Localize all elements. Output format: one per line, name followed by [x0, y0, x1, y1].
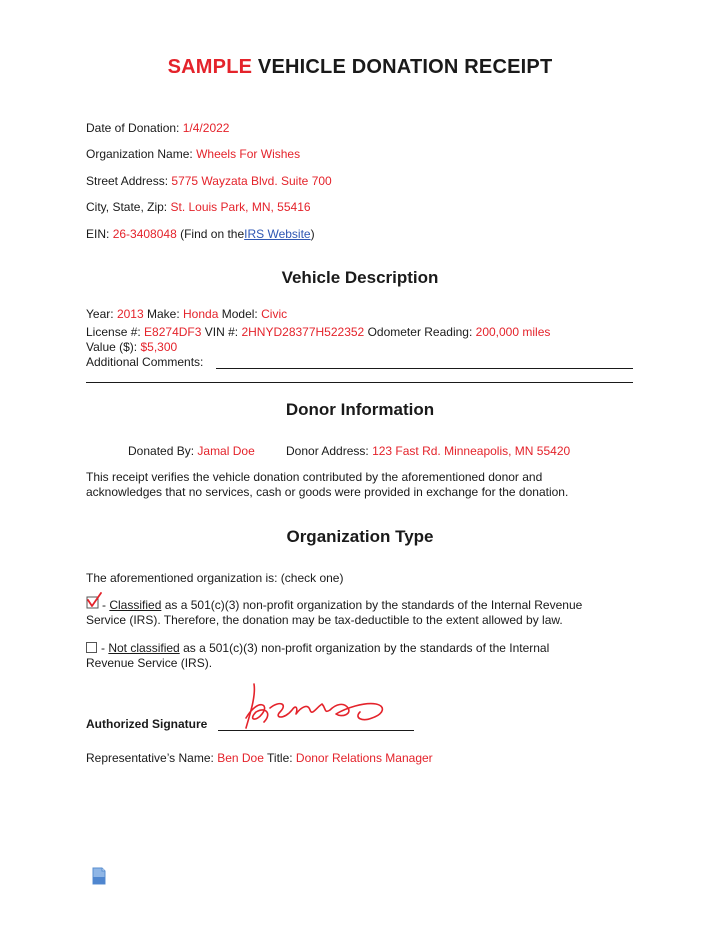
- donor-heading: Donor Information: [285, 400, 435, 419]
- value-label: Value ($):: [86, 340, 138, 354]
- odometer-label: Odometer Reading:: [367, 325, 473, 339]
- title-rest: VEHICLE DONATION RECEIPT: [257, 56, 553, 78]
- not-classified-dash: -: [101, 641, 105, 655]
- signature-label: Authorized Signature: [86, 717, 208, 731]
- vin-label: VIN #:: [204, 325, 239, 339]
- classified-dash: -: [102, 598, 106, 612]
- representative-line: [86, 751, 433, 765]
- odometer-value: 200,000 miles: [475, 325, 551, 339]
- vehicle-year-line: [86, 307, 287, 321]
- vehicle-value-line: [86, 340, 177, 354]
- city-label: City, State, Zip:: [86, 200, 168, 214]
- classified-text-1: as a 501(c)(3) non-profit organization by the standards of the Internal Revenue: [164, 598, 583, 612]
- classified-option: [86, 598, 646, 628]
- vehicle-license-line: [86, 325, 550, 339]
- page-title: [0, 56, 720, 79]
- license-label: License #:: [86, 325, 141, 339]
- verification-line-2: acknowledges that no services, cash or goods were provided in exchange for the donation.: [86, 485, 569, 499]
- street-label: Street Address:: [86, 174, 169, 188]
- date-label: Date of Donation:: [86, 121, 180, 135]
- rep-name-value: Ben Doe: [217, 751, 264, 765]
- donated-by-line: [128, 444, 255, 458]
- make-value: Honda: [183, 307, 219, 321]
- make-label: Make:: [146, 307, 180, 321]
- ein-note: (Find on the: [180, 227, 245, 241]
- rep-title-value: Donor Relations Manager: [295, 751, 433, 765]
- comments-line: [86, 355, 203, 369]
- donor-address-value: 123 Fast Rd. Minneapolis, MN 55420: [372, 444, 571, 458]
- not-classified-checkbox[interactable]: [86, 642, 97, 653]
- city-line: [86, 200, 311, 214]
- verification-line-1: This receipt verifies the vehicle donation contributed by the aforementioned donor and: [86, 470, 543, 484]
- org-name-line: [86, 147, 300, 161]
- vin-value: 2HNYD28377H522352: [241, 325, 365, 339]
- comments-underline[interactable]: [216, 368, 633, 369]
- title-sample: SAMPLE: [167, 56, 253, 78]
- year-value: 2013: [116, 307, 144, 321]
- check-one-intro: The aforementioned organization is: (check one): [86, 571, 344, 585]
- ein-value: 26-3408048: [112, 227, 177, 241]
- not-classified-option: [86, 641, 646, 671]
- handwritten-signature: [236, 678, 406, 732]
- value-value: $5,300: [140, 340, 178, 354]
- not-classified-text-1: as a 501(c)(3) non-profit organization by the standards of the Internal: [183, 641, 550, 655]
- street-line: [86, 174, 332, 188]
- rep-name-label: Representative’s Name:: [86, 751, 214, 765]
- ein-line: [86, 227, 315, 241]
- org-name-value: Wheels For Wishes: [196, 147, 301, 161]
- verification-paragraph: [86, 470, 646, 500]
- year-label: Year:: [86, 307, 114, 321]
- org-type-heading: Organization Type: [286, 527, 434, 546]
- ein-label: EIN:: [86, 227, 110, 241]
- document-icon[interactable]: [91, 866, 107, 886]
- rep-title-label: Title:: [267, 751, 293, 765]
- donor-address-label: Donor Address:: [286, 444, 369, 458]
- not-classified-word: Not classified: [108, 641, 180, 655]
- donor-address-line: [286, 444, 570, 458]
- classified-text-2: Service (IRS). Therefore, the donation may be tax-deductible to the extent allowed by law.: [86, 613, 563, 627]
- donated-by-label: Donated By:: [128, 444, 195, 458]
- date-line: [86, 121, 229, 135]
- vehicle-heading: Vehicle Description: [281, 268, 439, 287]
- donated-by-value: Jamal Doe: [197, 444, 255, 458]
- ein-note-end: ): [310, 227, 315, 241]
- model-label: Model:: [221, 307, 258, 321]
- street-value: 5775 Wayzata Blvd. Suite 700: [171, 174, 332, 188]
- date-value: 1/4/2022: [182, 121, 230, 135]
- irs-website-link[interactable]: IRS Website: [244, 227, 311, 241]
- model-value: Civic: [261, 307, 288, 321]
- comments-label: Additional Comments:: [86, 355, 204, 369]
- org-name-label: Organization Name:: [86, 147, 193, 161]
- comments-second-line[interactable]: [86, 382, 633, 383]
- classified-word: Classified: [109, 598, 162, 612]
- license-value: E8274DF3: [144, 325, 202, 339]
- not-classified-text-2: Revenue Service (IRS).: [86, 656, 213, 670]
- city-value: St. Louis Park, MN, 55416: [170, 200, 311, 214]
